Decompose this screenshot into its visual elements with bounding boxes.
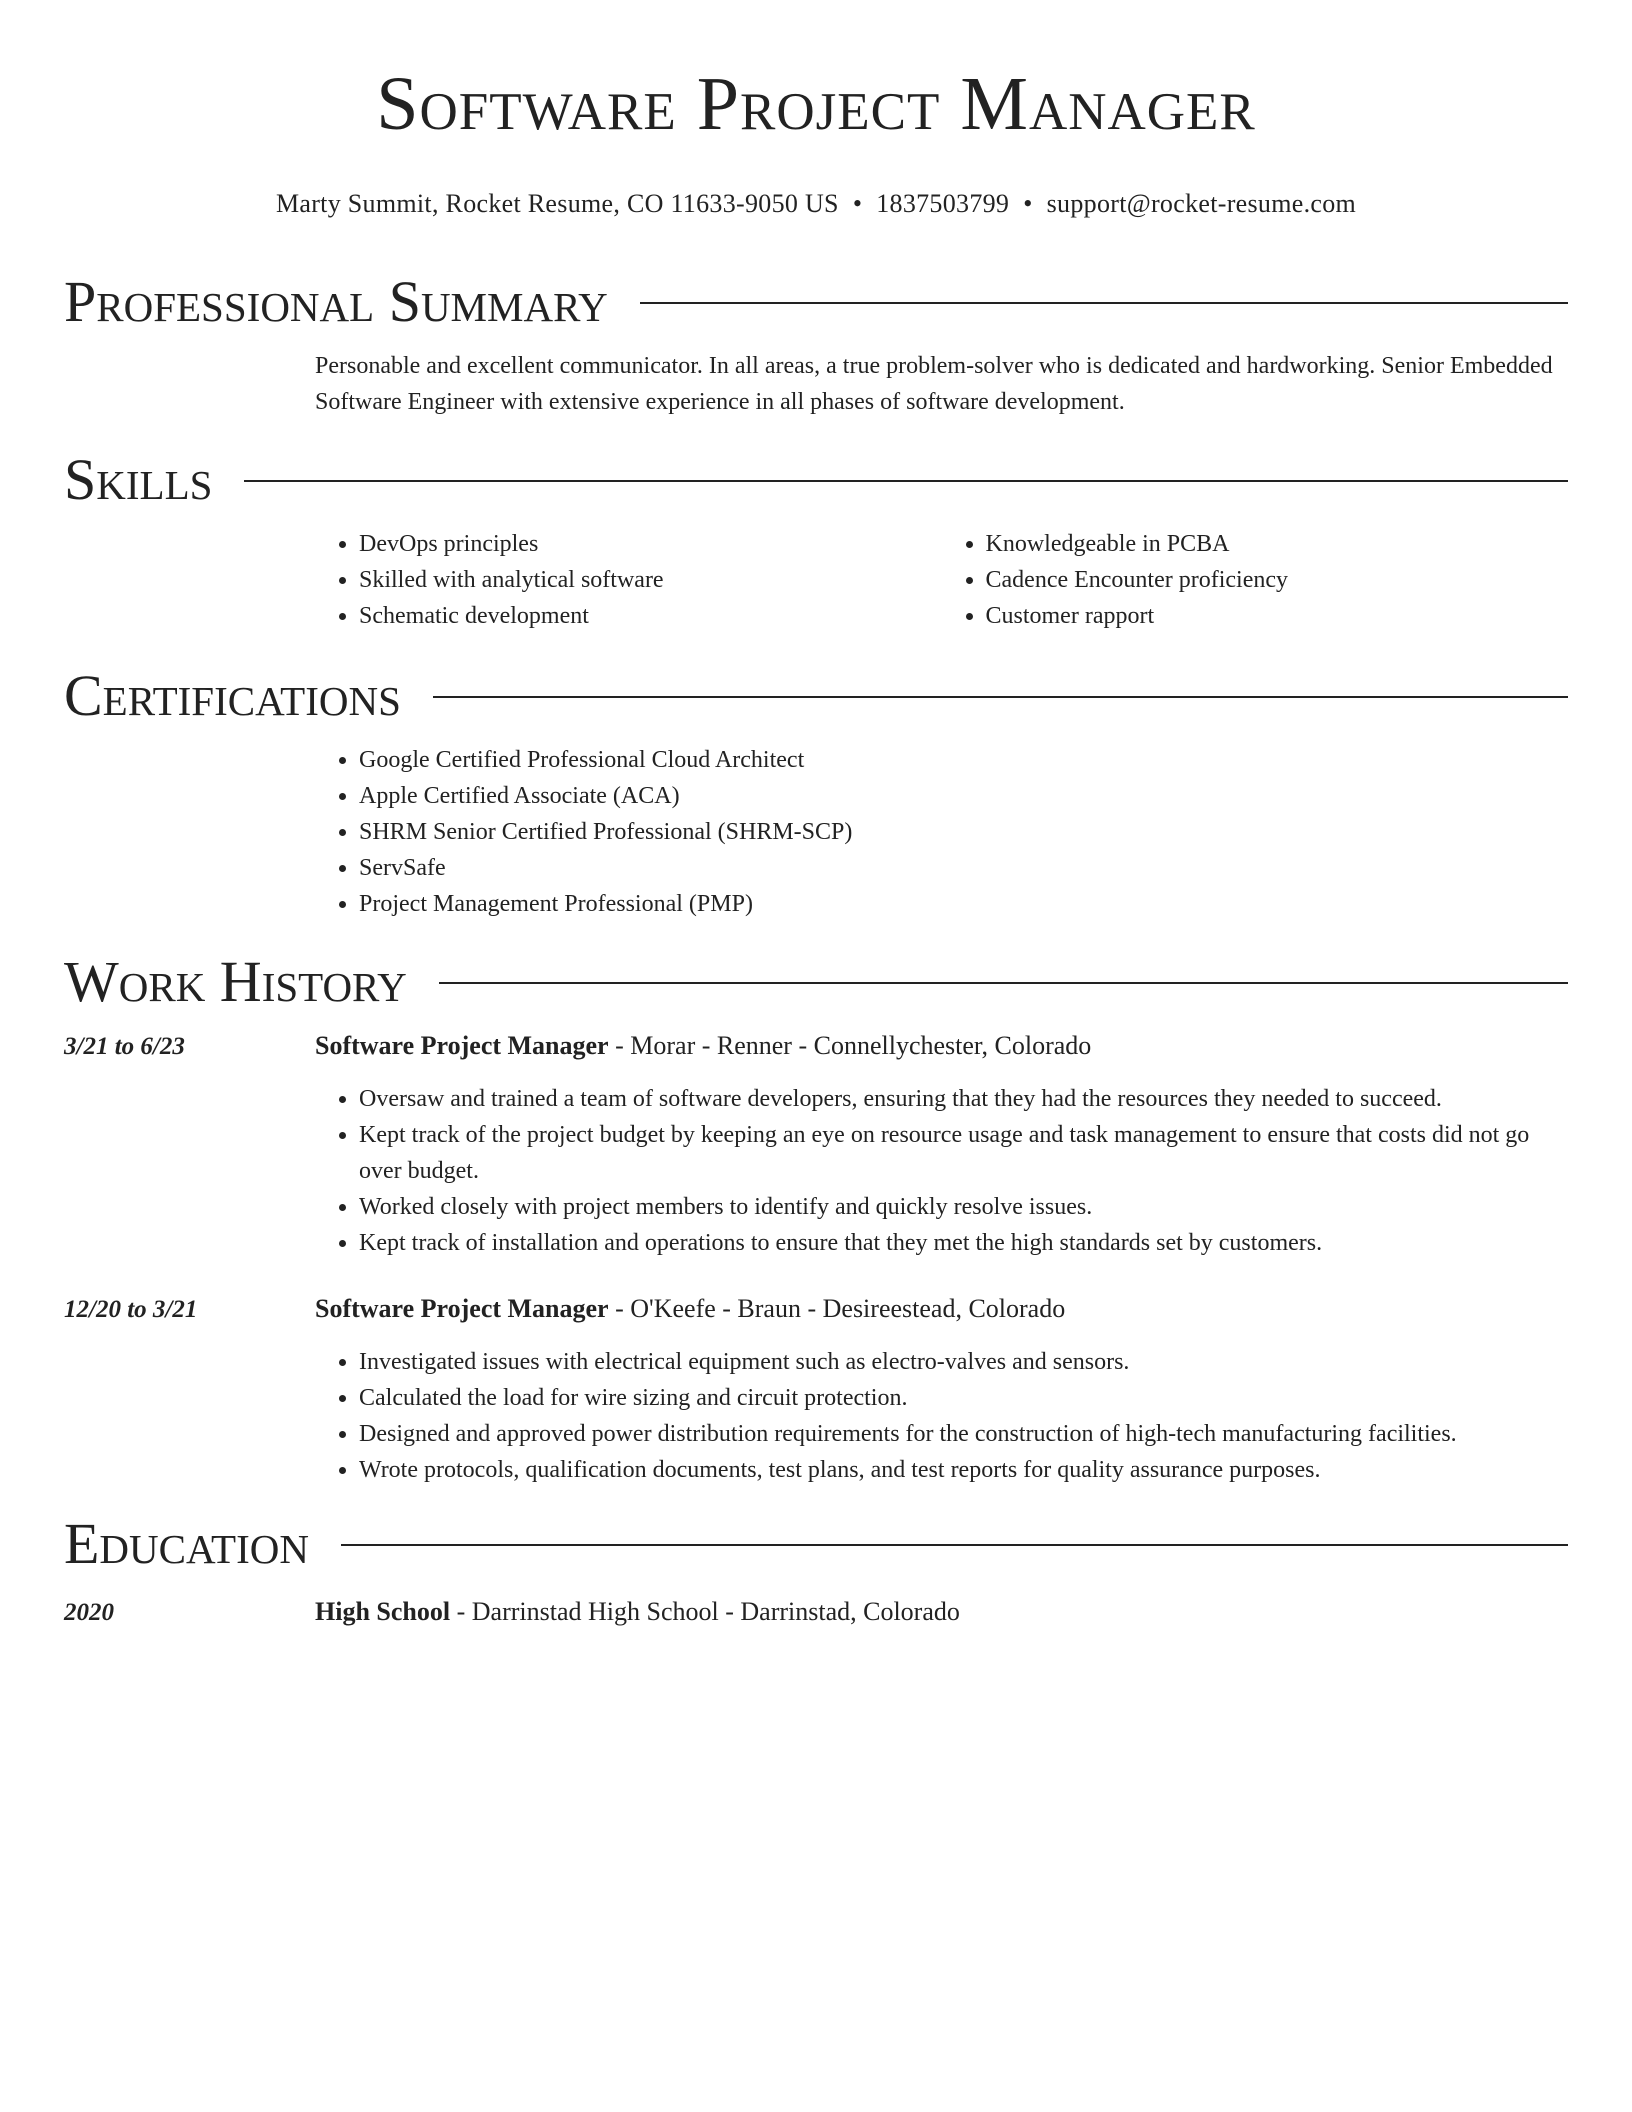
contact-separator: • [852,189,863,218]
job-dates: 12/20 to 3/21 [64,1296,198,1323]
summary-section [64,270,1568,420]
job-bullets [315,1344,1568,1488]
certifications-list [315,742,1568,922]
skill-item: • Skilled with analytical software [359,562,942,598]
section-header [64,1512,1568,1576]
skill-item: • DevOps principles [359,526,942,562]
contact-address: Marty Summit, Rocket Resume, CO 11633-9050 US [275,189,839,218]
work-history-section [64,950,1568,1488]
education-entry [64,1594,1568,1631]
job-details: - Morar - Renner - Connellychester, Colorado [608,1031,1092,1060]
job-bullet: • Designed and approved power distribution requirements for the construction of high-tech manufacturing facilities. [359,1416,1568,1452]
education-heading [315,1594,960,1630]
job-bullet: • Worked closely with project members to identify and quickly resolve issues. [359,1189,1568,1225]
job-bullet: • Investigated issues with electrical equipment such as electro-valves and sensors. [359,1344,1568,1380]
certification-item: • Project Management Professional (PMP) [359,886,1568,922]
section-heading: Certifications [64,663,401,728]
section-divider [341,1544,1568,1546]
certifications-section [64,664,1568,922]
job-heading [315,1291,1065,1327]
education-section [64,1512,1568,1631]
job-details: - O'Keefe - Braun - Desireestead, Colorado [608,1294,1066,1323]
skills-column-right [942,526,1569,634]
certification-item: • Apple Certified Associate (ACA) [359,778,1568,814]
education-year: 2020 [64,1599,114,1626]
section-heading: Work History [64,949,407,1014]
section-header [64,664,1568,728]
job-entry [64,1028,1568,1261]
education-details: - Darrinstad High School - Darrinstad, Colorado [450,1597,960,1626]
contact-email: support@rocket-resume.com [1046,189,1357,218]
section-divider [433,696,1568,698]
skills-column-left [315,526,942,634]
contact-line [64,188,1568,220]
job-title: Software Project Manager [315,1031,609,1060]
skills-section [64,448,1568,634]
section-heading: Skills [64,447,213,512]
section-divider [640,302,1568,304]
section-heading: Education [64,1511,309,1576]
skill-item: • Cadence Encounter proficiency [986,562,1569,598]
section-header [64,448,1568,512]
skills-list [315,526,1568,634]
job-bullet: • Calculated the load for wire sizing and circuit protection. [359,1380,1568,1416]
job-bullet: • Oversaw and trained a team of software developers, ensuring that they had the resources they needed to succeed. [359,1081,1568,1117]
job-heading [315,1028,1091,1064]
section-divider [439,982,1568,984]
certification-item: • SHRM Senior Certified Professional (SHRM-SCP) [359,814,1568,850]
summary-text: Personable and excellent communicator. In all areas, a true problem-solver who is dedicated and hardworking. Senior Embedded Software Engineer with extensive experience in all phases of software development. [315,353,1553,415]
contact-separator: • [1023,189,1033,218]
skill-item: • Schematic development [359,598,942,634]
job-title: Software Project Manager [315,1294,609,1323]
job-bullet: • Wrote protocols, qualification documents, test plans, and test reports for quality assurance purposes. [359,1452,1568,1488]
section-header [64,270,1568,334]
section-divider [244,480,1568,482]
skill-item: • Customer rapport [986,598,1569,634]
section-header [64,950,1568,1014]
job-bullets [315,1081,1568,1261]
job-bullet: • Kept track of the project budget by keeping an eye on resource usage and task management to ensure that costs did not go over budget. [359,1117,1568,1189]
certification-item: • Google Certified Professional Cloud Architect [359,742,1568,778]
resume-title: Software Project Manager [376,62,1256,146]
contact-phone: 1837503799 [876,189,1010,218]
skill-item: • Knowledgeable in PCBA [986,526,1569,562]
section-heading: Professional Summary [64,269,608,334]
job-entry [64,1291,1568,1488]
job-bullet: • Kept track of installation and operations to ensure that they met the high standards set by customers. [359,1225,1568,1261]
certification-item: • ServSafe [359,850,1568,886]
job-dates: 3/21 to 6/23 [64,1033,185,1060]
education-degree: High School [315,1597,451,1626]
